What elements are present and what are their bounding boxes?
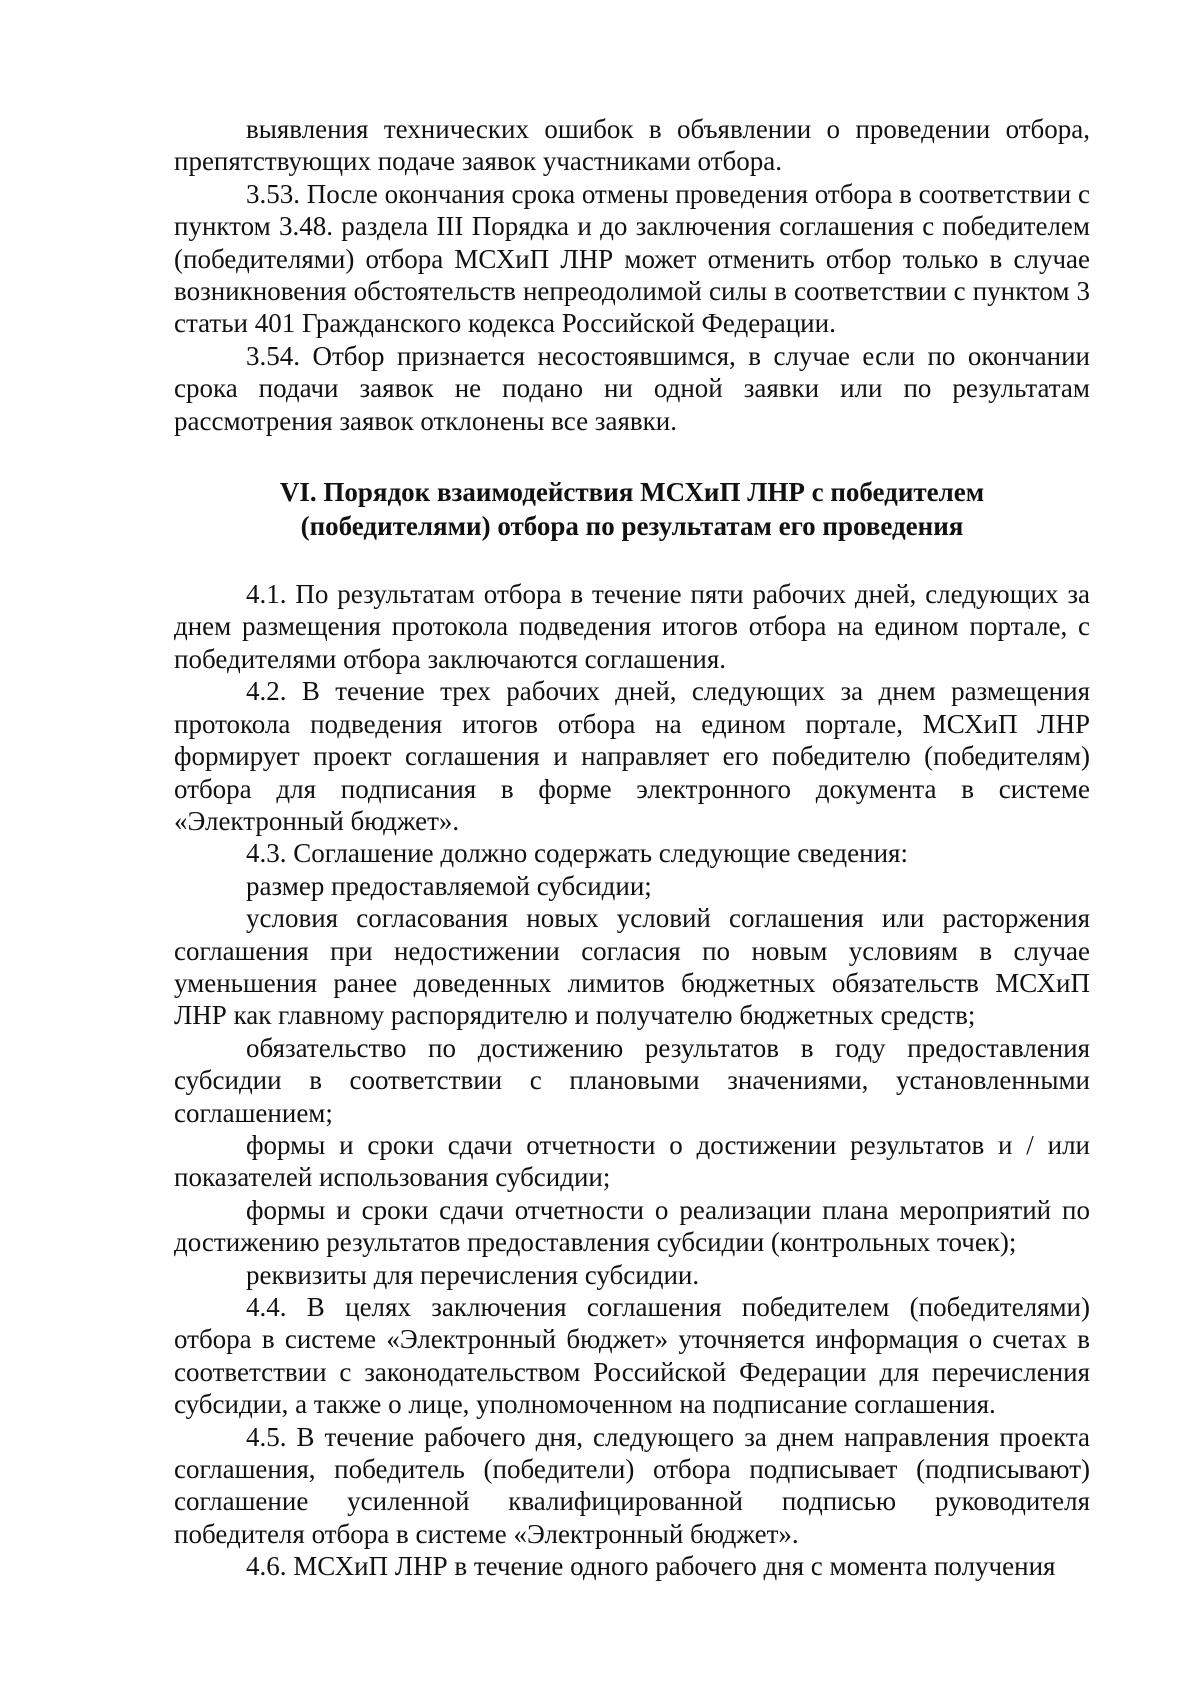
paragraph-3-54: 3.54. Отбор признается несостоявшимся, в случае если по окончании срока подачи заявок не подано ни одной заявки или по результатам рассмотрения заявок отклонены все заявки. xyxy=(174,340,1090,436)
paragraph-4-5: 4.5. В течение рабочего дня, следующего за днем направления проекта соглашения, победитель (победители) отбора подписывает (подписывают) соглашение усиленной квалифицированной подписью руководителя победителя отбора в системе «Электронный бюджет». xyxy=(174,1421,1090,1549)
section-heading-line-2: (победителями) отбора по результатам его проведения xyxy=(300,511,964,542)
paragraph-continuation: выявления технических ошибок в объявлении о проведении отбора, препятствующих подаче заявок участниками отбора. xyxy=(174,114,1090,177)
list-item-results-obligation: обязательство по достижению результатов в году предоставления субсидии в соответствии с плановыми значениями, установленными соглашением; xyxy=(174,1032,1090,1128)
section-heading-line-1: VI. Порядок взаимодействия МСХиП ЛНР с победителем xyxy=(279,477,985,508)
paragraph-4-3: 4.3. Соглашение должно содержать следующие сведения: xyxy=(246,838,908,869)
paragraph-3-53: 3.53. После окончания срока отмены проведения отбора в соответствии с пунктом 3.48. раздела III Порядка и до заключения соглашения с победителем (победителями) отбора МСХиП ЛНР может отменить отбор только в случае возникновения обстоятельств непреодолимой силы в соответствии с пунктом 3 статьи 401 Гражданского кодекса Российской Федерации. xyxy=(174,178,1090,339)
list-item-reporting-results: формы и сроки сдачи отчетности о достижении результатов и / или показателей использования субсидии; xyxy=(174,1129,1090,1193)
paragraph-4-6: 4.6. МСХиП ЛНР в течение одного рабочего дня с момента получения xyxy=(246,1551,1056,1582)
list-item-payment-details: реквизиты для перечисления субсидии. xyxy=(246,1259,700,1290)
paragraph-4-4: 4.4. В целях заключения соглашения победителем (победителями) отбора в системе «Электронный бюджет» уточняется информация о счетах в соответствии с законодательством Российской Федерации для перечисления субсидии, а также о лице, уполномоченном на подписание соглашения. xyxy=(174,1292,1090,1420)
list-item-agreement-conditions: условия согласования новых условий соглашения или расторжения соглашения при недостижении согласия по новым условиям в случае уменьшения ранее доведенных лимитов бюджетных обязательств МСХиП ЛНР как главному распорядителю и получателю бюджетных средств; xyxy=(174,903,1090,1031)
section-heading xyxy=(174,475,1090,543)
paragraph-4-2: 4.2. В течение трех рабочих дней, следующих за днем размещения протокола подведения итогов отбора на едином портале, МСХиП ЛНР формирует проект соглашения и направляет его победителю (победителям) отбора для подписания в форме электронного документа в системе «Электронный бюджет». xyxy=(174,676,1090,836)
paragraph-4-1: 4.1. По результатам отбора в течение пяти рабочих дней, следующих за днем размещения протокола подведения итогов отбора на едином портале, с победителями отбора заключаются соглашения. xyxy=(174,579,1090,674)
list-item-reporting-plan: формы и сроки сдачи отчетности о реализации плана мероприятий по достижению результатов предоставления субсидии (контрольных точек); xyxy=(174,1194,1090,1258)
list-item-subsidy-size: размер предоставляемой субсидии; xyxy=(246,870,652,901)
